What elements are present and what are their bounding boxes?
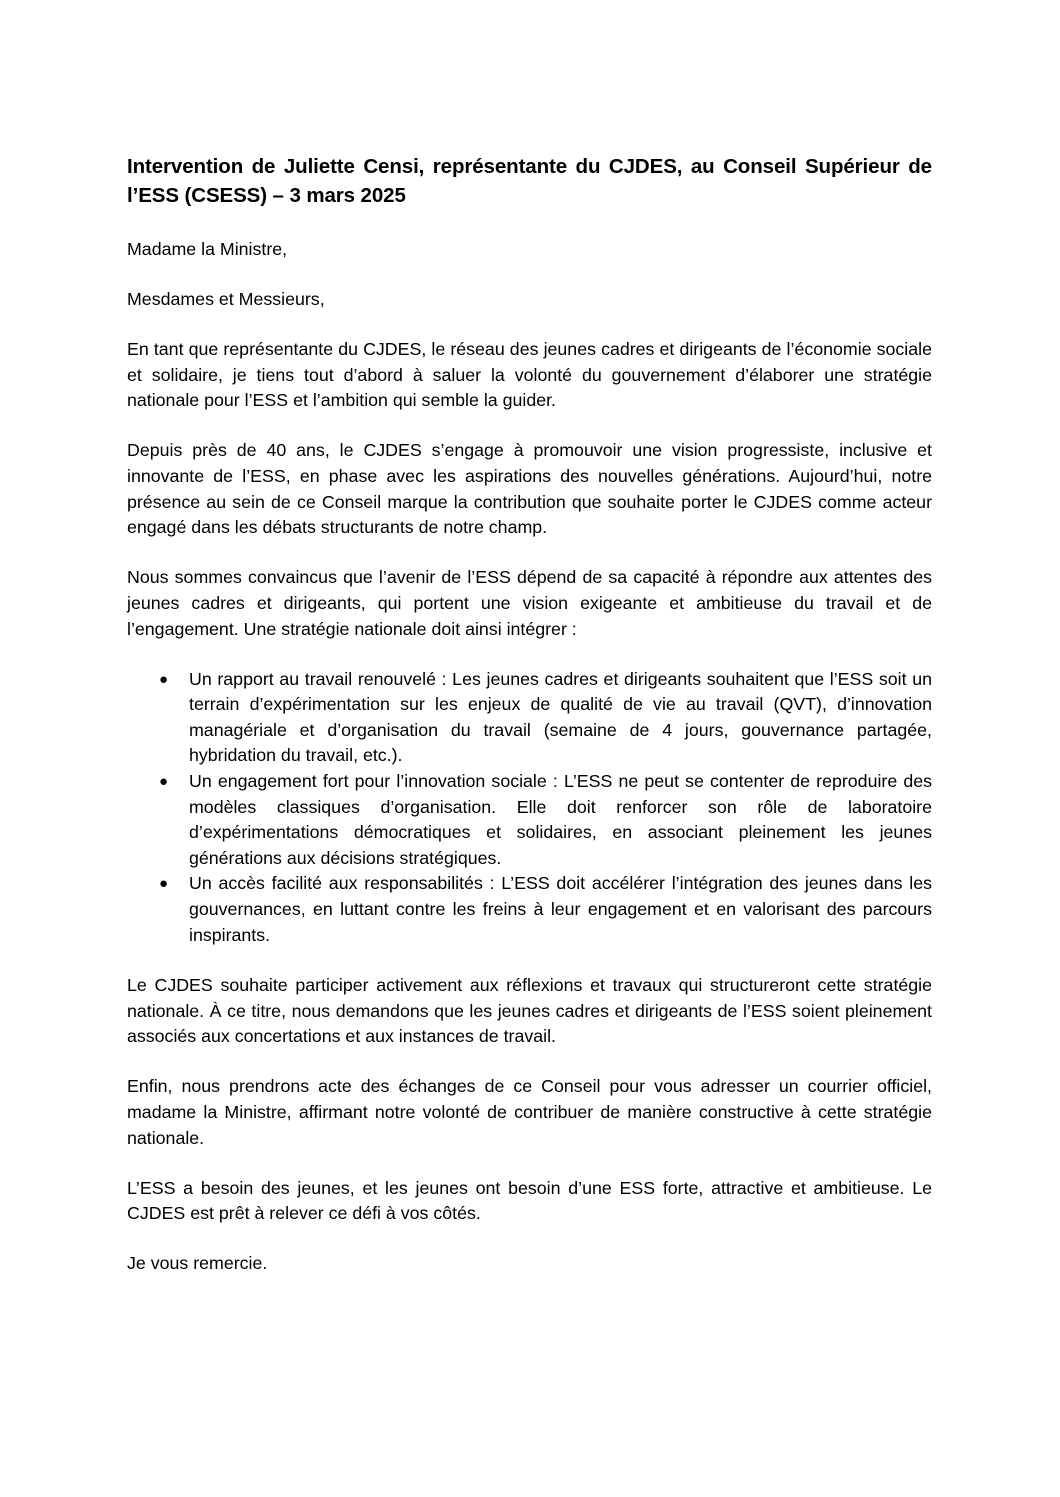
paragraph-introduction: En tant que représentante du CJDES, le réseau des jeunes cadres et dirigeants de l’économie sociale et solidaire, je tiens tout d’abord à saluer la volonté du gouvernement d’élaborer une stratégie nationale pour l’ESS et l’ambition qui semble la guider. xyxy=(127,339,932,411)
document-title: Intervention de Juliette Censi, représentante du CJDES, au Conseil Supérieur de l’ESS (CSESS) – 3 mars 2025 xyxy=(127,155,932,207)
bullet-text: Un rapport au travail renouvelé : Les jeunes cadres et dirigeants souhaitent que l’ESS soit un terrain d’expérimentation sur les enjeux de qualité de vie au travail (QVT), d’innovation managériale et d’organisation du travail (semaine de 4 jours, gouvernance partagée, hybridation du travail, etc.). xyxy=(189,668,932,766)
bullet-item xyxy=(127,667,932,769)
paragraph-conclusion: L’ESS a besoin des jeunes, et les jeunes ont besoin d’une ESS forte, attractive et ambitieuse. Le CJDES est prêt à relever ce défi à vos côtés. xyxy=(127,1177,932,1224)
paragraph-strategy-intro: Nous sommes convaincus que l’avenir de l’ESS dépend de sa capacité à répondre aux attentes des jeunes cadres et dirigeants, qui portent une vision exigeante et ambitieuse du travail et de l’engagement. Une stratégie nationale doit ainsi intégrer : xyxy=(127,567,932,639)
paragraph-official-letter: Enfin, nous prendrons acte des échanges de ce Conseil pour vous adresser un courrier officiel, madame la Ministre, affirmant notre volonté de contribuer de manière constructive à cette stratégie nationale. xyxy=(127,1076,932,1148)
closing-thanks: Je vous remercie. xyxy=(127,1253,268,1274)
salutation-minister: Madame la Ministre, xyxy=(127,239,288,259)
bullet-item xyxy=(127,769,932,871)
bullet-icon: ● xyxy=(159,875,169,893)
document-page xyxy=(127,152,932,1302)
paragraph-history: Depuis près de 40 ans, le CJDES s’engage à promouvoir une vision progressiste, inclusive et innovante de l’ESS, en phase avec les aspirations des nouvelles générations. Aujourd’hui, notre présence au sein de ce Conseil marque la contribution que souhaite porter le CJDES comme acteur engagé dans les débats structurants de notre champ. xyxy=(127,440,932,538)
salutation-audience: Mesdames et Messieurs, xyxy=(127,289,325,310)
bullet-icon: ● xyxy=(159,670,169,688)
bullet-text: Un engagement fort pour l’innovation sociale : L’ESS ne peut se contenter de reproduire des modèles classiques d’organisation. Elle doit renforcer son rôle de laboratoire d’expérimentations démocratiques et solidaires, en associant pleinement les jeunes générations aux décisions stratégiques. xyxy=(189,771,932,868)
bullet-item xyxy=(127,871,932,948)
strategy-bullet-list xyxy=(127,667,932,949)
paragraph-participation: Le CJDES souhaite participer activement aux réflexions et travaux qui structureront cette stratégie nationale. À ce titre, nous demandons que les jeunes cadres et dirigeants de l’ESS soient pleinement associés aux concertations et aux instances de travail. xyxy=(127,975,932,1047)
bullet-text: Un accès facilité aux responsabilités : L’ESS doit accélérer l’intégration des jeunes dans les gouvernances, en luttant contre les freins à leur engagement et en valorisant des parcours inspirants. xyxy=(189,873,932,945)
bullet-icon: ● xyxy=(159,773,169,790)
